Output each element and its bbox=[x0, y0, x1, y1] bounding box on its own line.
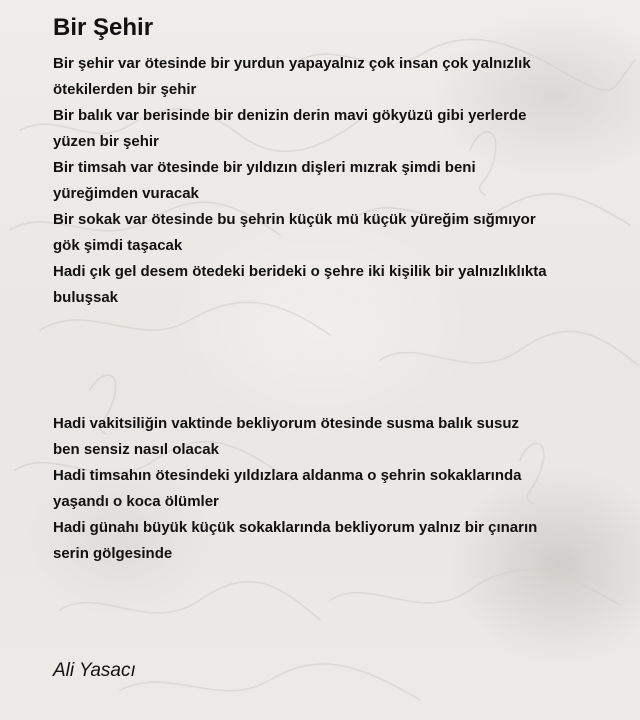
poem-line: Hadi vakitsiliğin vaktinde bekliyorum ötesinde susma balık susuz bbox=[53, 415, 519, 432]
poem-line: Hadi çık gel desem ötedeki berideki o şehre iki kişilik bir yalnızlıklıkta bbox=[53, 263, 547, 280]
poem-line: yüzen bir şehir bbox=[53, 133, 159, 150]
poem-stanza-1 bbox=[53, 51, 623, 311]
poem-line: Bir balık var berisinde bir denizin derin mavi gökyüzü gibi yerlerde bbox=[53, 107, 527, 124]
poem-line: Bir şehir var ötesinde bir yurdun yapayalnız çok insan çok yalnızlık bbox=[53, 55, 531, 72]
poem-line: buluşsak bbox=[53, 289, 119, 306]
poem-line: Hadi günahı büyük küçük sokaklarında bekliyorum yalnız bir çınarın bbox=[53, 519, 538, 536]
poem-line: yüreğimden vuracak bbox=[53, 185, 199, 202]
poem-line: gök şimdi taşacak bbox=[53, 237, 183, 254]
poem-title: Bir Şehir bbox=[53, 14, 154, 41]
poem-author: Ali Yasacı bbox=[53, 660, 136, 681]
poem-line: Bir sokak var ötesinde bu şehrin küçük mü küçük yüreğim sığmıyor bbox=[53, 211, 536, 228]
poem-line: ben sensiz nasıl olacak bbox=[53, 441, 219, 458]
poem-line: serin gölgesinde bbox=[53, 545, 173, 562]
poem-line: yaşandı o koca ölümler bbox=[53, 493, 219, 510]
poem-line: ötekilerden bir şehir bbox=[53, 81, 197, 98]
poem-line: Bir timsah var ötesinde bir yıldızın dişleri mızrak şimdi beni bbox=[53, 159, 476, 176]
poem-line: Hadi timsahın ötesindeki yıldızlara aldanma o şehrin sokaklarında bbox=[53, 467, 522, 484]
poem-stanza-2 bbox=[53, 411, 623, 567]
